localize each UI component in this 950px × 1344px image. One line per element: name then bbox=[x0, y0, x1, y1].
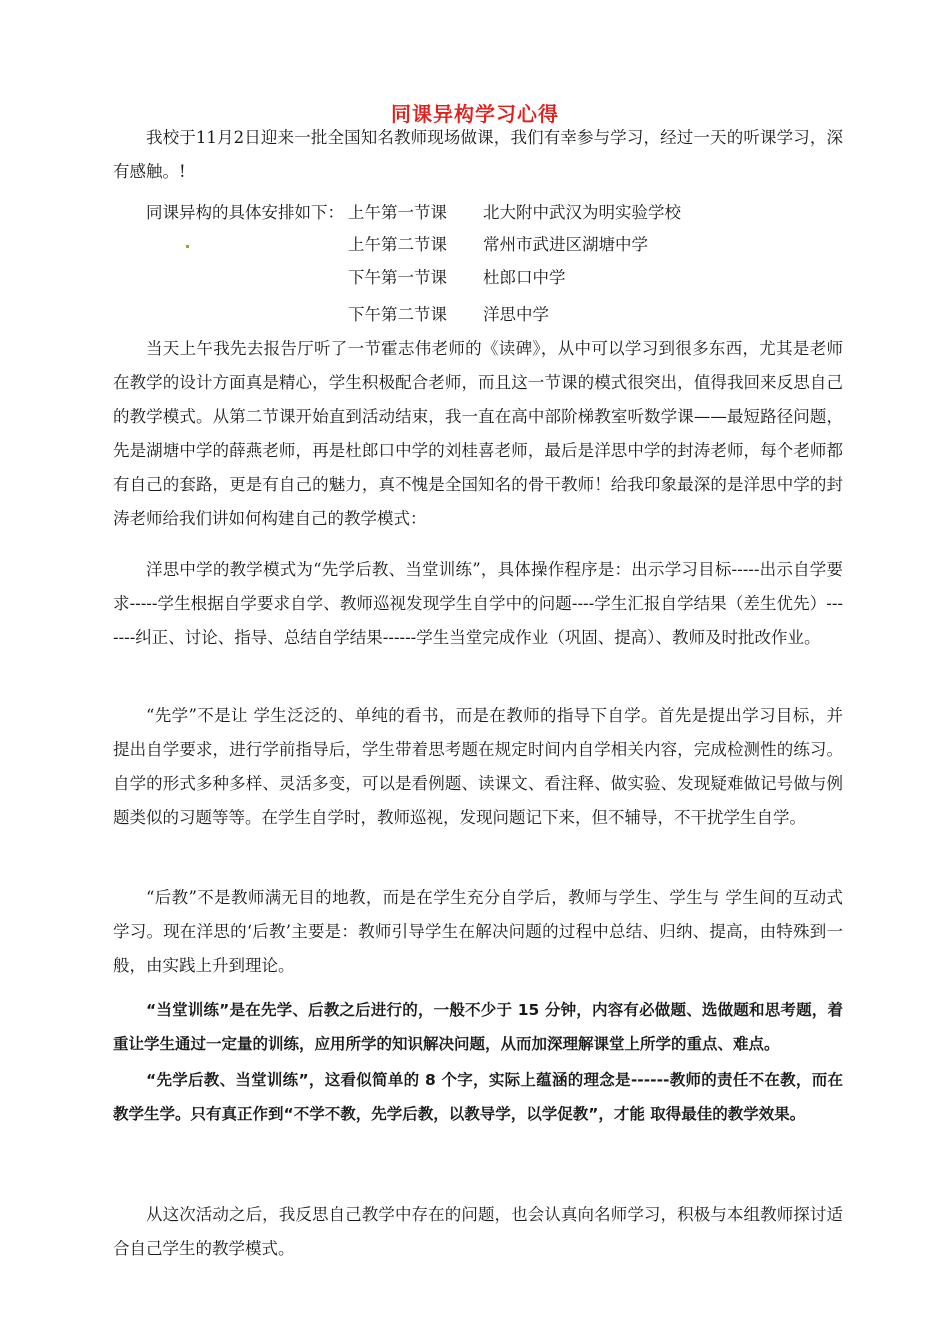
schedule-time: 下午第二节课 bbox=[348, 305, 447, 324]
schedule-school: 北大附中武汉为明实验学校 bbox=[483, 203, 681, 222]
schedule-intro: 同课异构的具体安排如下： bbox=[146, 203, 344, 222]
schedule-school: 洋思中学 bbox=[483, 305, 549, 324]
schedule-school: 常州市武进区湖塘中学 bbox=[483, 235, 648, 254]
paragraph: 当天上午我先去报告厅听了一节霍志伟老师的《读碑》，从中可以学习到很多东西，尤其是老师在教学的设计方面真是精心，学生积极配合老师，而且这一节课的模式很突出，值得我回来反思自己的教学模式。从第二节课开始直到活动结束，我一直在高中部阶梯教室听数学课——最短路径问题，先是湖塘中学的薛燕老师，再是杜郎口中学的刘桂喜老师，最后是洋思中学的封涛老师，每个老师都有自己的套路，更是有自己的魅力，真不愧是全国知名的骨干教师！给我印象最深的是洋思中学的封涛老师给我们讲如何构建自己的教学模式： bbox=[113, 339, 843, 528]
paragraph: 从这次活动之后，我反思自己教学中存在的问题，也会认真向名师学习，积极与本组教师探讨适合自己学生的教学模式。 bbox=[113, 1205, 843, 1258]
paragraph: “当堂训练”是在先学、后教之后进行的，一般不少于 15 分钟，内容有必做题、选做题和思考题，着重让学生通过一定量的训练，应用所学的知识解决问题，从而加深理解课堂上所学的重点、难点。 bbox=[113, 1001, 843, 1053]
schedule-time: 下午第一节课 bbox=[348, 268, 447, 287]
paragraph: 洋思中学的教学模式为“先学后教、当堂训练”，具体操作程序是：出示学习目标-----出示自学要求-----学生根据自学要求自学、教师巡视发现学生自学中的问题----学生汇报自学结果（差生优先）-------纠正、讨论、指导、总结自学结果------学生当堂完成作业（巩固、提高）、教师及时批改作业。 bbox=[113, 560, 843, 647]
schedule-time: 上午第一节课 bbox=[348, 203, 447, 222]
document-title: 同课异构学习心得 bbox=[391, 102, 559, 126]
paragraph: “先学”不是让 学生泛泛的、单纯的看书，而是在教师的指导下自学。首先是提出学习目标，并提出自学要求，进行学前指导后，学生带着思考题在规定时间内自学相关内容，完成检测性的练习。自学的形式多种多样、灵活多变，可以是看例题、读课文、看注释、做实验、发现疑难做记号做与例题类似的习题等等。在学生自学时，教师巡视，发现问题记下来，但不辅导，不干扰学生自学。 bbox=[113, 706, 843, 827]
intro-paragraph: 我校于11月2日迎来一批全国知名教师现场做课，我们有幸参与学习，经过一天的听课学习，深有感触。! bbox=[113, 128, 843, 181]
paragraph: “后教”不是教师满无目的地教，而是在学生充分自学后，教师与学生、学生与 学生间的互动式学习。现在洋思的‘后教’主要是：教师引导学生在解决问题的过程中总结、归纳、提高，由特殊到一般，由实践上升到理论。 bbox=[113, 888, 843, 975]
stray-mark bbox=[186, 245, 189, 248]
schedule-time: 上午第二节课 bbox=[348, 235, 447, 254]
schedule-school: 杜郎口中学 bbox=[483, 268, 566, 287]
paragraph: “先学后教、当堂训练”，这看似简单的 8 个字，实际上蕴涵的理念是------教师的责任不在教，而在教学生学。只有真正作到“不学不教，先学后教，以教导学，以学促教”，才能 取得最佳的教学效果。 bbox=[113, 1071, 843, 1123]
